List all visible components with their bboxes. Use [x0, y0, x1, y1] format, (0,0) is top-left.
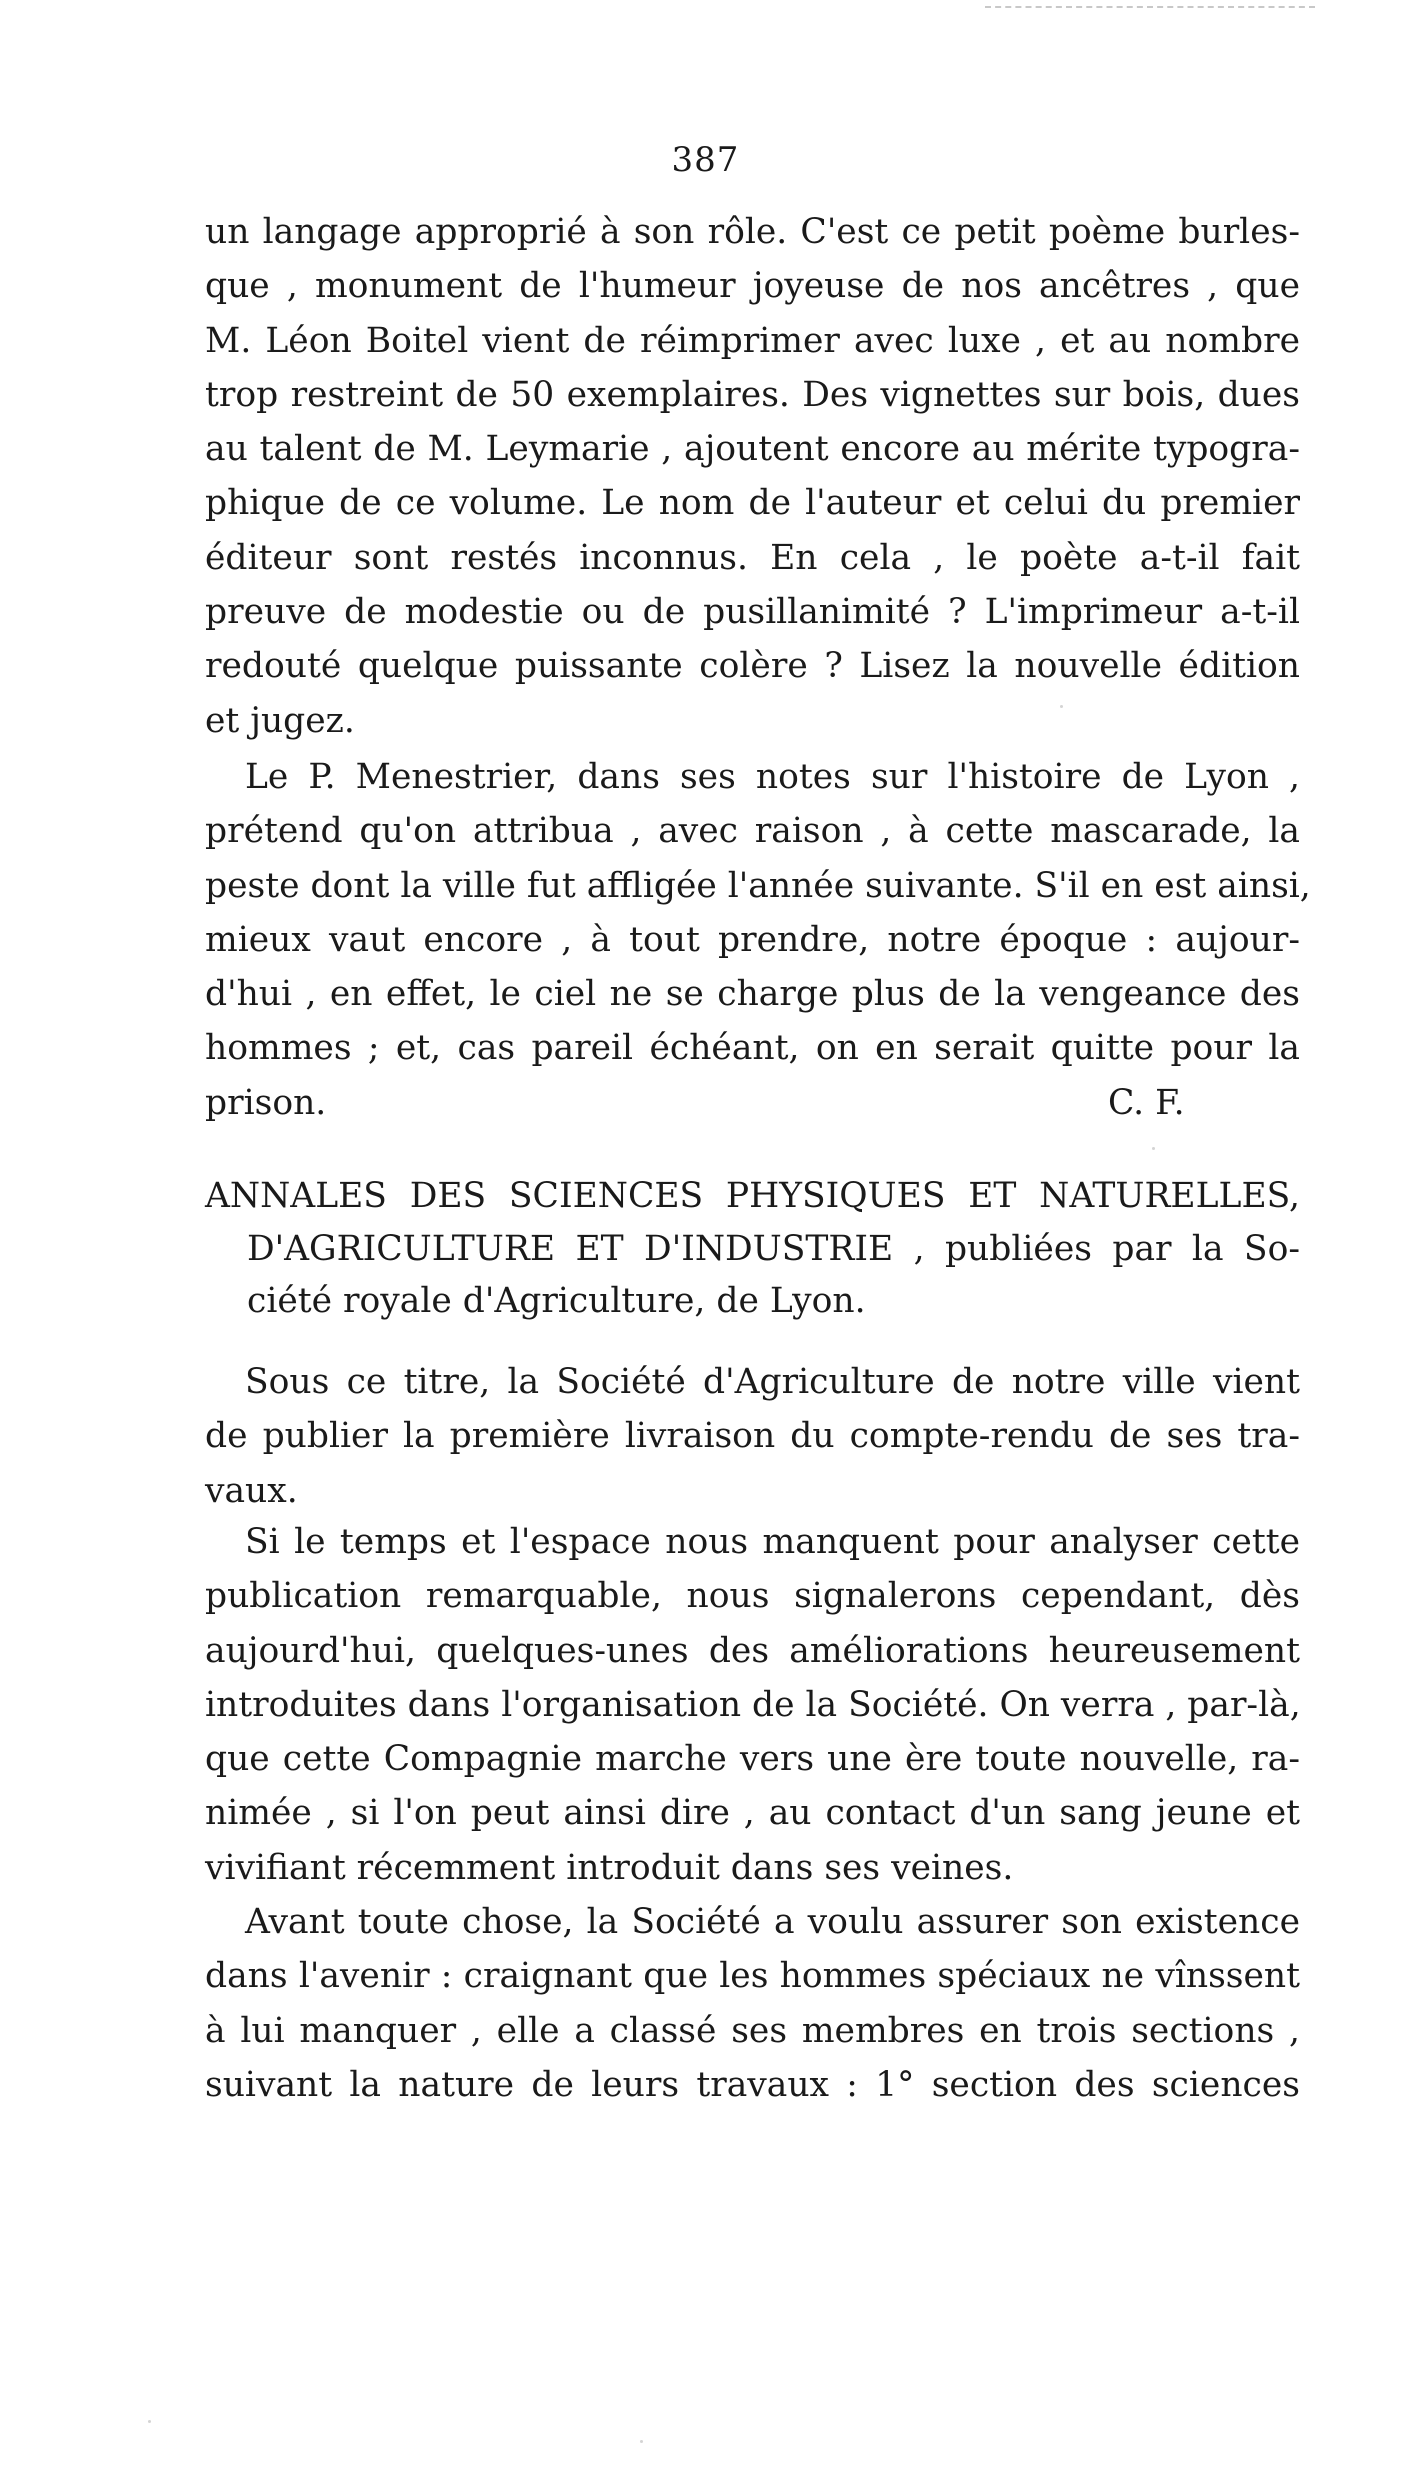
- text-line: au talent de M. Leymarie , ajoutent encore au mérite typogra-: [205, 429, 1300, 470]
- paragraph-sous-ce-titre: [205, 1355, 1300, 1518]
- text-line: publication remarquable, nous signalerons cependant, dès: [205, 1576, 1300, 1617]
- text-line: phique de ce volume. Le nom de l'auteur et celui du premier: [205, 483, 1300, 524]
- text-line: hommes ; et, cas pareil échéant, on en serait quitte pour la: [205, 1028, 1300, 1069]
- text-line: Si le temps et l'espace nous manquent pour analyser cette: [245, 1522, 1300, 1562]
- text-line: Sous ce titre, la Société d'Agriculture de notre ville vient: [245, 1362, 1300, 1402]
- text-line: redouté quelque puissante colère ? Lisez la nouvelle édition: [205, 646, 1300, 687]
- text-line: mieux vaut encore , à tout prendre, notre époque : aujour-: [205, 919, 1300, 960]
- text-line-with-signature: [205, 1076, 1300, 1130]
- heading-line: ANNALES DES SCIENCES PHYSIQUES ET NATURELLES,: [205, 1176, 1300, 1216]
- text-line: trop restreint de 50 exemplaires. Des vignettes sur bois, dues: [205, 374, 1300, 415]
- text-line: un langage approprié à son rôle. C'est ce petit poème burles-: [205, 212, 1300, 252]
- text-line: dans l'avenir : craignant que les hommes spéciaux ne vînssent: [205, 1956, 1300, 1997]
- heading-line: D'AGRICULTURE ET D'INDUSTRIE , publiées par la So-: [247, 1228, 1300, 1269]
- text-line: de publier la première livraison du compte-rendu de ses tra-: [205, 1416, 1300, 1457]
- text-fragment: prison.: [205, 1082, 327, 1123]
- scan-edge-mark: [985, 6, 1315, 10]
- paragraph-continuation: [205, 205, 1300, 748]
- page-number: 387: [671, 140, 740, 180]
- article-heading: [205, 1170, 1300, 1328]
- paragraph-temps-espace: [205, 1515, 1300, 1895]
- scan-speck: [148, 2420, 151, 2423]
- text-line: vivifiant récemment introduit dans ses veines.: [205, 1847, 1014, 1888]
- text-line: M. Léon Boitel vient de réimprimer avec luxe , et au nombre: [205, 320, 1300, 361]
- text-line: d'hui , en effet, le ciel ne se charge plus de la vengeance des: [205, 974, 1300, 1015]
- text-line: prétend qu'on attribua , avec raison , à cette mascarade, la: [205, 811, 1300, 852]
- scan-speck: [640, 2440, 643, 2443]
- text-line: suivant la nature de leurs travaux : 1° section des sciences: [205, 2064, 1300, 2105]
- text-line: peste dont la ville fut affligée l'année suivante. S'il en est ainsi,: [205, 865, 1311, 906]
- text-line: introduites dans l'organisation de la Société. On verra , par-là,: [205, 1684, 1301, 1725]
- text-line: que , monument de l'humeur joyeuse de nos ancêtres , que: [205, 266, 1300, 307]
- text-line: éditeur sont restés inconnus. En cela , le poète a-t-il fait: [205, 537, 1300, 578]
- text-line: preuve de modestie ou de pusillanimité ? L'imprimeur a-t-il: [205, 592, 1300, 633]
- text-line: Le P. Menestrier, dans ses notes sur l'histoire de Lyon ,: [245, 757, 1300, 797]
- text-line: que cette Compagnie marche vers une ère toute nouvelle, ra-: [205, 1739, 1300, 1780]
- scan-speck: [1060, 705, 1063, 708]
- text-line: Avant toute chose, la Société a voulu assurer son existence: [245, 1902, 1300, 1942]
- paragraph-menestrier: [205, 750, 1311, 1130]
- scan-speck: [1152, 1147, 1155, 1150]
- text-line: vaux.: [205, 1470, 298, 1511]
- heading-line: ciété royale d'Agriculture, de Lyon.: [247, 1281, 866, 1321]
- paragraph-avant-toute-chose: [205, 1895, 1300, 2112]
- text-line: à lui manquer , elle a classé ses membres en trois sections ,: [205, 2010, 1300, 2051]
- text-line: aujourd'hui, quelques-unes des améliorations heureusement: [205, 1630, 1300, 1671]
- text-line: nimée , si l'on peut ainsi dire , au contact d'un sang jeune et: [205, 1793, 1300, 1834]
- text-line: et jugez.: [205, 700, 355, 741]
- author-signature: C. F.: [1108, 1082, 1185, 1123]
